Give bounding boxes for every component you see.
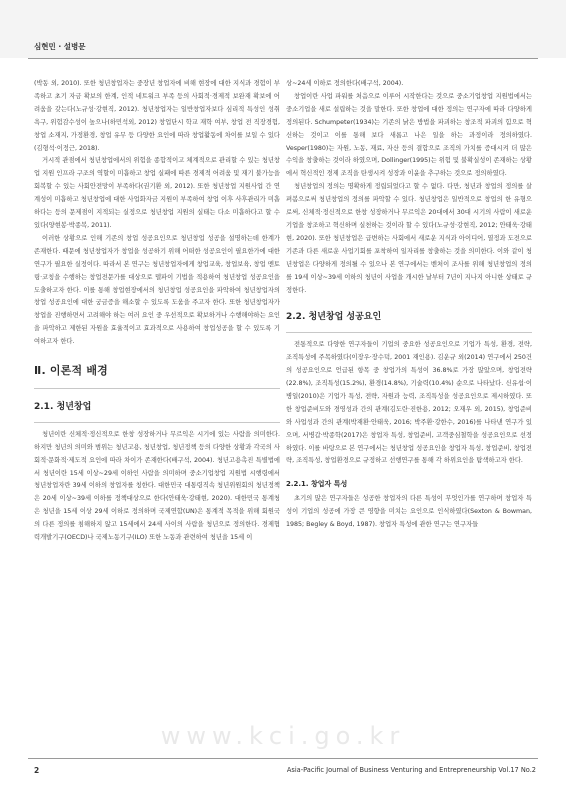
body-paragraph: 전통적으로 다양한 연구자들이 기업의 중요한 성공요인으로 기업가 특성, 환경, 전략, 조직특성에 주목하였다(이장우·장수덕, 2001 재인용). 김운규 외(2014) 연구에서 250건의 성공요인으로 언급된 항목 중 창업가의 특성이 36.8%로 가장 많았으며, 창업전략(22.8%), 조직특성(15.2%), 환경(14.8%), 기술력(10.4%) 순으로 나타났다. 신유섭·이병일(2010)은 기업가 특성, 전략, 자원과 능력, 조직특성을 성공요인으로 제시하였다. 또한 창업준비도와 경영성과 간의 관계(김도란·진한용, 2012; 오재우 외, 2015), 창업준비와 사업성과 간의 관계(박재환·안태욱, 2016; 박주환·강한수, 2016)를 나타낸 연구가 있으며, 서병갑·박종학(2017)은 창업자 특성, 창업준비, 고객중심철학을 성공요인으로 선정하였다. 이를 바탕으로 본 연구에서는 청년창업 성공요인을 창업자 특성, 창업준비, 창업전략, 조직특성, 창업환경으로 규정하고 선행연구를 통해 각 하위요인을 탐색하고자 한다. [286,341,532,465]
subsection-heading: 2.1. 청년창업 [34,401,92,412]
section-heading: Ⅱ. 이론적 배경 [34,364,109,378]
body-paragraph: 이러한 상황으로 인해 기존의 창업 성공요인으로 청년창업 성공을 설명하는데 한계가 존재한다. 때문에 청년창업자가 창업을 성공하기 위해 어떠한 성공요인이 필요한가에 대한 연구가 필요한 실정이다. 따라서 본 연구는 청년창업자에게 창업교육, 창업보육, 창업 멘토링·코칭을 수행하는 창업전문가를 대상으로 델파이 기법을 적용하여 청년창업 성공요인을 도출하고자 한다. 이를 통해 창업현장에서의 청년창업 성공요인을 파악하여 청년창업자의 창업 성공요인에 대한 궁금증을 해소할 수 있도록 도움을 주고자 한다. 또한 청년창업자가 창업을 진행하면서 고려해야 하는 여러 요인 중 우선적으로 확보하거나 수행해야하는 요인을 파악하고 제한된 자원을 효율적이고 효과적으로 사용하여 창업성공을 할 수 있도록 기여하고자 한다. [34,234,280,346]
body-paragraph: 상~24세 이하로 정의한다(배구석, 2004). [286,80,404,87]
body-paragraph: (박동 외, 2010). 또한 청년창업자는 중장년 창업자에 비해 현장에 대한 지식과 경험이 부족하고 초기 자금 확보의 한계, 인적 네트워크 부족 등의 사회적·경제적 보완재 확보에 어려움을 갖는다(노규성·강현직, 2012). 청년창업자는 일반창업자보다 심리적 특성인 성취욕구, 위험감수성이 높으나(하민석외, 2012) 창업단시 학교 재학 여부, 창업 전 직장경험, 창업 소재지, 가정환경, 창업 유무 등 다양한 요인에 따라 창업활동에 차이를 보일 수 있다(김형석·이정근, 2018). [34,80,280,152]
body-paragraph: 초기의 많은 연구자들은 성공한 창업자의 다른 특성이 무엇인가를 연구하며 창업자 특성이 기업의 성공에 가장 큰 영향을 미치는 요인으로 인식하였다(Sexton & Bowman, 1985; Begley & Boyd, 1987). 창업자 특성에 관한 연구는 연구자들 [286,495,532,529]
right-column [286,78,532,532]
subsection-heading: 2.2. 청년창업 성공요인 [286,312,382,323]
subsection-rule [286,332,532,333]
body-paragraph: 청년이란 신체적·정신적으로 한창 성장하거나 무르익은 시기에 있는 사람을 의미한다. 하지만 청년의 의미와 범위는 청년고용, 청년창업, 청년정책 등의 다양한 상황과 각국의 사회적·문화적·제도적 요인에 따라 차이가 존재한다(배구석, 2004). 청년고용촉진 특별법에서 청년이란 15세 이상~29세 이하인 사람을 의미하며 중소기업창업 지원법 시행령에서 청년창업자란 39세 이하의 창업자를 칭한다. 대한민국 대통령직속 청년위원회의 청년정책은 20세 이상~39세 이하를 정책대상으로 한다(안태욱·강태현, 2020). 대한민국 통계청은 청년을 15세 이상 29세 이하로 정의하며 국제연합(UN)은 통계적 목적을 위해 회원국의 다른 정의를 침해하지 않고 15세에서 24세 사이의 사람을 청년으로 정의한다. 경제협력개발기구(OECD)나 국제노동기구(ILO) 또한 노동과 관련하여 청년을 15세 이 [34,430,280,542]
journal-title: Asia-Pacific Journal of Business Venturing and Entrepreneurship Vol.17 No.2 [286,766,536,774]
left-column [34,78,280,545]
body-paragraph: 창업이란 사업 파워를 처음으로 이루어 시작한다는 것으로 중소기업창업 지원법에서는 중소기업을 새로 설립하는 것을 말한다. 또한 창업에 대한 정의는 연구자에 따라 다양하게 정의된다. Schumpeter(1934)는 기존의 낡은 방법을 파괴하는 창조적 파괴의 힘으로 혁신하는 것이고 이를 통해 보다 새롭고 나은 일을 하는 과정이라 정의하였다. Vesper(1980)는 자원, 노동, 재료, 자산 등의 결합으로 조직의 가치를 증대시켜 더 많은 수익을 창출하는 것이라 하였으며, Dollinger(1995)는 위험 및 불확실성이 존재하는 상황에서 혁신적인 경제 조직을 탄생시켜 성장과 이윤을 추구하는 것으로 정의하였다. [286,92,532,178]
header-divider [28,58,538,59]
body-paragraph: 청년창업의 정의는 명확하게 정립되었다고 할 수 없다. 다만, 청년과 창업의 정의를 살펴봄으로써 청년창업의 정의를 파악할 수 있다. 청년창업은 일반적으로 창업의 한 유형으로써, 신체적·정신적으로 한창 성장하거나 무르익은 20대에서 30대 시기의 사람이 새로운 기업을 창조하고 혁신하며 실천하는 것이라 할 수 있다(노규성·강현직, 2012; 안태욱·강태현, 2020). 또한 청년창업은 급변하는 사회에서 새로운 지식과 아이디어, 열정과 도전으로 기존과 다른 새로운 사업기회를 포착하여 일자리를 창출하는 것을 의미한다. 이와 같이 청년창업은 다양하게 정의될 수 있으나 본 연구에서는 벤처이 조사를 위해 청년창업의 정의를 19세 이상~39세 이하의 청년이 사업을 개시한 날부터 7년이 지나지 아니한 상태로 규정한다. [286,183,532,294]
watermark: www.kci.go.kr [160,722,406,750]
subsection-rule [34,422,280,423]
running-head-authors: 심현민 · 설병문 [34,42,86,51]
section-rule [34,388,280,389]
body-paragraph: 거시적 관점에서 청년창업에서의 위험을 종합적이고 체계적으로 관리할 수 있는 청년창업 지원 인프라 구조의 역할이 미흡하고 창업 실패에 따른 경제적 어려움 및 재기 불가능을 회복할 수 있는 사회안전망이 부족하다(권기환 외, 2012). 또한 청년창업 지원사업 간 연계성이 미흡하고 청년창업에 대한 사업화자금 지원이 부족하여 창업 이후 사후관리가 미흡하다는 등의 문제점이 지적되는 실정으로 청년창업 지원의 실태는 다소 미흡하다고 할 수 있다(양현봉·박종복, 2011). [34,157,280,229]
footer-divider [28,758,538,759]
page-header [0,0,566,58]
subsubsection-heading: 2.2.1. 창업자 특성 [286,480,348,489]
page-number: 2 [34,766,40,775]
